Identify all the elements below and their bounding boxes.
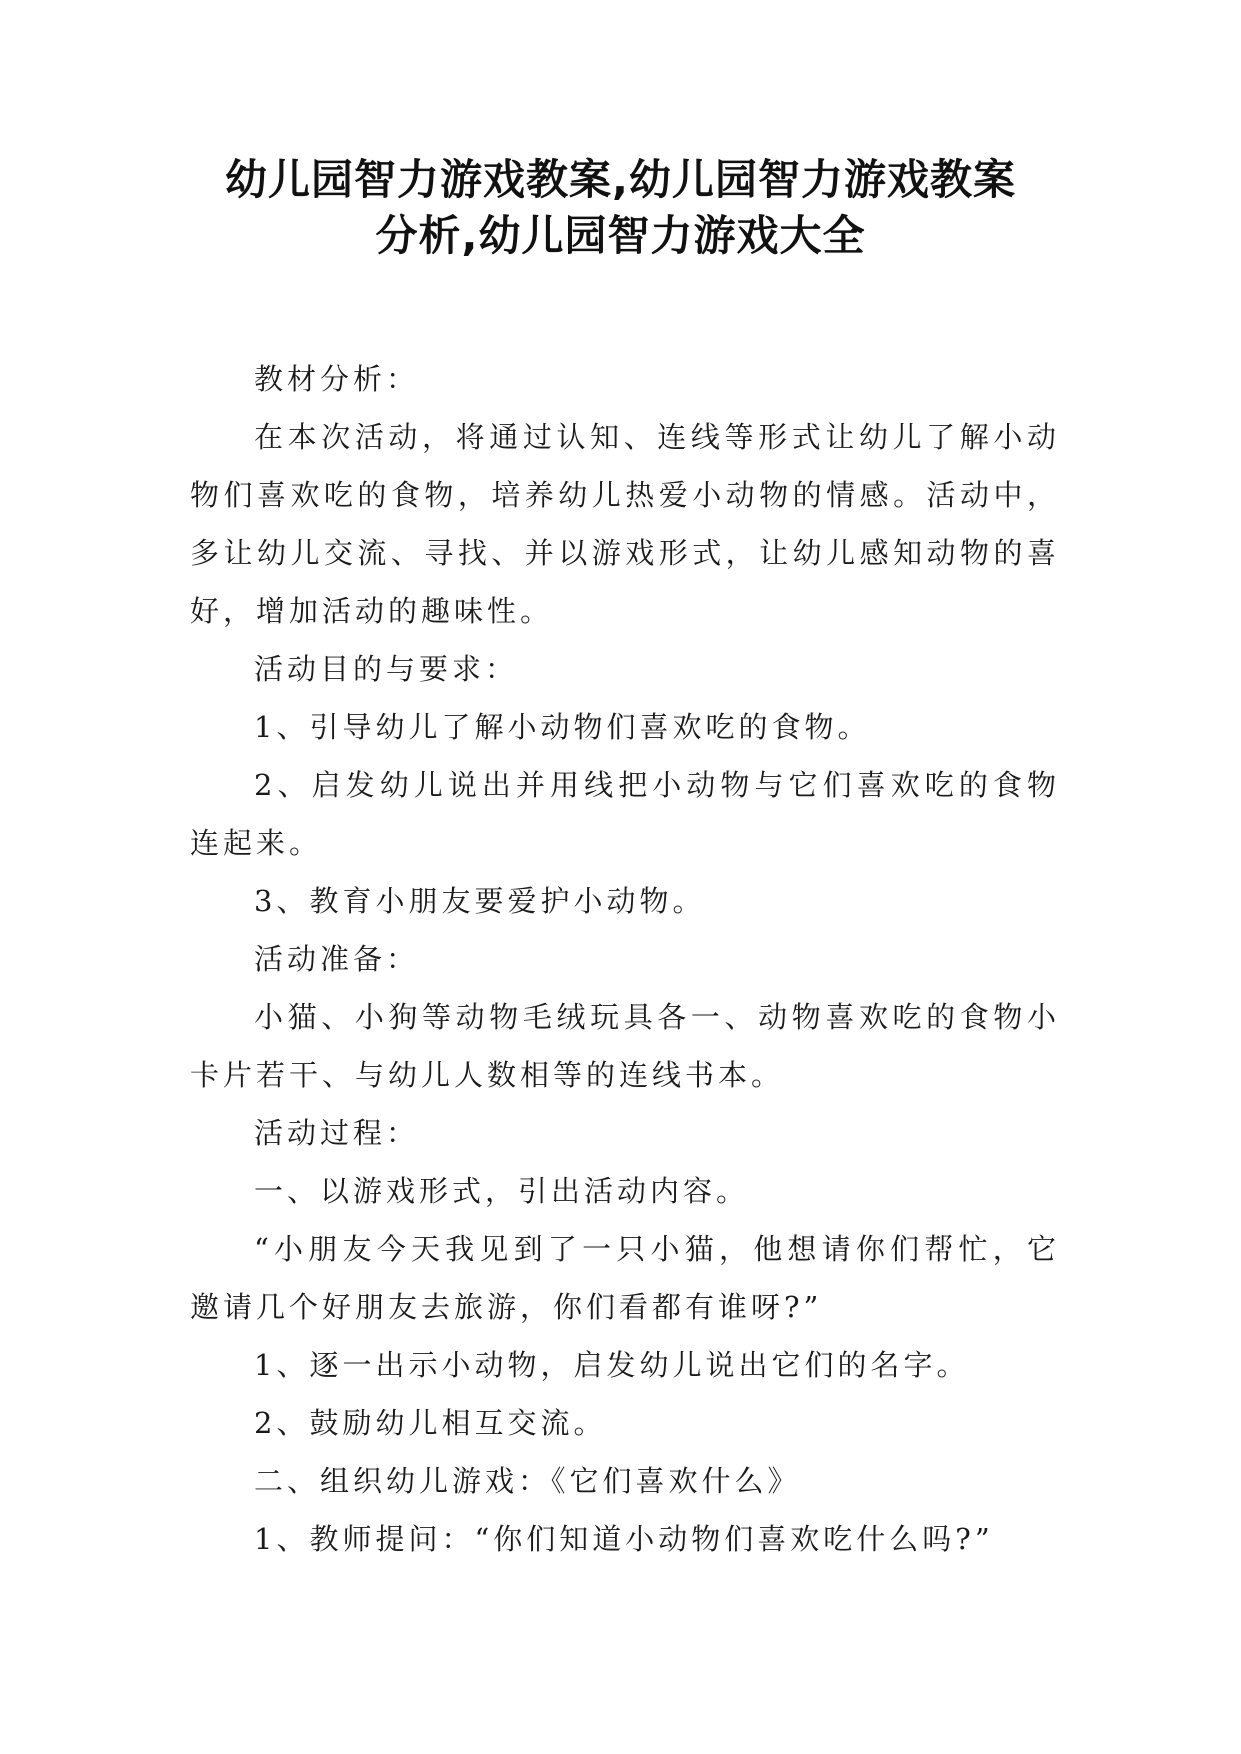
paragraph-analysis: 在本次活动，将通过认知、连线等形式让幼儿了解小动物们喜欢吃的食物，培养幼儿热爱小动物的情感。活动中，多让幼儿交流、寻找、并以游戏形式，让幼儿感知动物的喜好，增加活动的趣味性。 — [190, 420, 1060, 628]
document-body — [190, 350, 1060, 1568]
process-step-1: 一、以游戏形式，引出活动内容。 — [254, 1174, 750, 1208]
section-heading-preparation: 活动准备： — [254, 942, 420, 976]
goal-item-2: 2、启发幼儿说出并用线把小动物与它们喜欢吃的食物连起来。 — [190, 768, 1060, 860]
goal-item-1: 1、引导幼儿了解小动物们喜欢吃的食物。 — [254, 710, 871, 744]
paragraph-preparation: 小猫、小狗等动物毛绒玩具各一、动物喜欢吃的食物小卡片若干、与幼儿人数相等的连线书本。 — [190, 1000, 1060, 1092]
title-line-2: 分析,幼儿园智力游戏大全 — [375, 211, 866, 260]
process-step-2: 二、组织幼儿游戏：《它们喜欢什么》 — [254, 1464, 801, 1498]
process-step-2-substep-1: 1、教师提问：“你们知道小动物们喜欢吃什么吗?” — [254, 1522, 994, 1556]
paragraph-quote: “小朋友今天我见到了一只小猫，他想请你们帮忙，它邀请几个好朋友去旅游，你们看都有谁呀?” — [190, 1232, 1060, 1324]
process-substep-2: 2、鼓励幼儿相互交流。 — [254, 1406, 607, 1440]
goal-item-3: 3、教育小朋友要爱护小动物。 — [254, 884, 706, 918]
section-heading-goals: 活动目的与要求： — [254, 652, 519, 686]
document-title — [150, 152, 1091, 264]
process-substep-1: 1、逐一出示小动物，启发幼儿说出它们的名字。 — [254, 1348, 970, 1382]
section-heading-textbook-analysis: 教材分析： — [254, 362, 420, 396]
section-heading-process: 活动过程： — [254, 1116, 420, 1150]
title-line-1: 幼儿园智力游戏教案,幼儿园智力游戏教案 — [225, 155, 1016, 204]
